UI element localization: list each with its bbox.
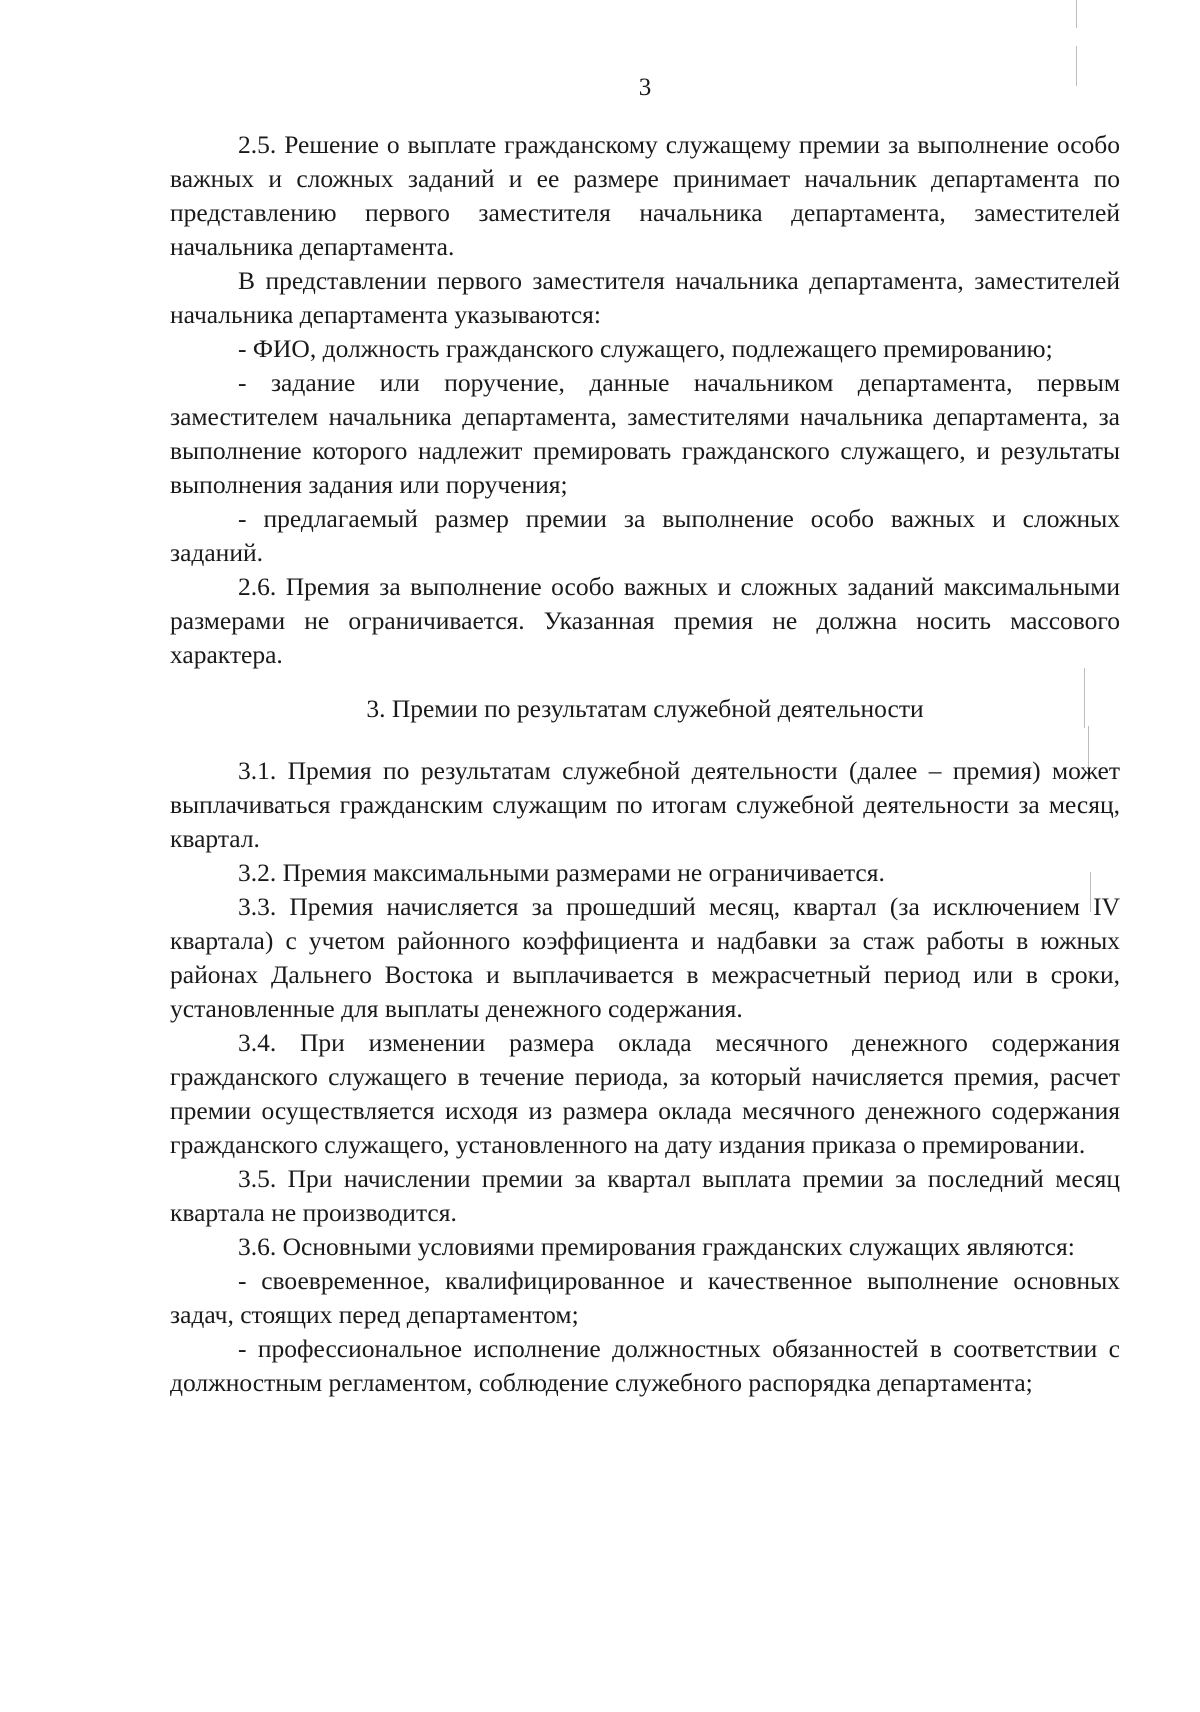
- list-item-timely-execution: - своевременное, квалифицированное и качественное выполнение основных задач, стоящих перед департаментом;: [170, 1266, 1120, 1329]
- list-item-fio: - ФИО, должность гражданского служащего, подлежащего премированию;: [238, 334, 1053, 363]
- paragraph-3-2: 3.2. Премия максимальными размерами не ограничивается.: [238, 858, 885, 887]
- list-item-task: - задание или поручение, данные начальником департамента, первым заместителем начальника департамента, заместителями начальника департамента, за выполнение которого надлежит премировать гражданского служащего, и результаты выполнения задания или поручения;: [170, 368, 1120, 499]
- list-item-bonus-amount: - предлагаемый размер премии за выполнение особо важных и сложных заданий.: [170, 504, 1120, 567]
- document-body: [170, 128, 1120, 1400]
- paragraph-3-4: 3.4. При изменении размера оклада месячного денежного содержания гражданского служащего в течение периода, за который начисляется премия, расчет премии осуществляется исходя из размера оклада месячного денежного содержания гражданского служащего, установленного на дату издания приказа о премировании.: [170, 1028, 1120, 1159]
- page-number: 3: [638, 74, 652, 101]
- paragraph-3-6: 3.6. Основными условиями премирования гражданских служащих являются:: [238, 1232, 1075, 1261]
- paragraph-3-3: 3.3. Премия начисляется за прошедший месяц, квартал (за исключением IV квартала) с учетом районного коэффициента и надбавки за стаж работы в южных районах Дальнего Востока и выплачивается в межрасчетный период или в сроки, установленные для выплаты денежного содержания.: [170, 892, 1120, 1023]
- paragraph-2-5: 2.5. Решение о выплате гражданскому служащему премии за выполнение особо важных и сложных заданий и ее размере принимает начальник департамента по представлению первого заместителя начальника департамента, заместителей начальника департамента.: [170, 130, 1120, 261]
- paragraph-2-6: 2.6. Премия за выполнение особо важных и сложных заданий максимальными размерами не ограничивается. Указанная премия не должна носить массового характера.: [170, 572, 1120, 669]
- section-3-heading: 3. Премии по результатам служебной деятельности: [366, 694, 924, 723]
- paragraph-3-1: 3.1. Премия по результатам служебной деятельности (далее – премия) может выплачиваться гражданским служащим по итогам служебной деятельности за месяц, квартал.: [170, 756, 1120, 853]
- paragraph-3-5: 3.5. При начислении премии за квартал выплата премии за последний месяц квартала не производится.: [170, 1164, 1120, 1227]
- scan-edge-line: [1076, 0, 1077, 28]
- paragraph-submission-contents: В представлении первого заместителя начальника департамента, заместителей начальника департамента указываются:: [170, 266, 1120, 329]
- list-item-professional-execution: - профессиональное исполнение должностных обязанностей в соответствии с должностным регламентом, соблюдение служебного распорядка департамента;: [170, 1334, 1120, 1397]
